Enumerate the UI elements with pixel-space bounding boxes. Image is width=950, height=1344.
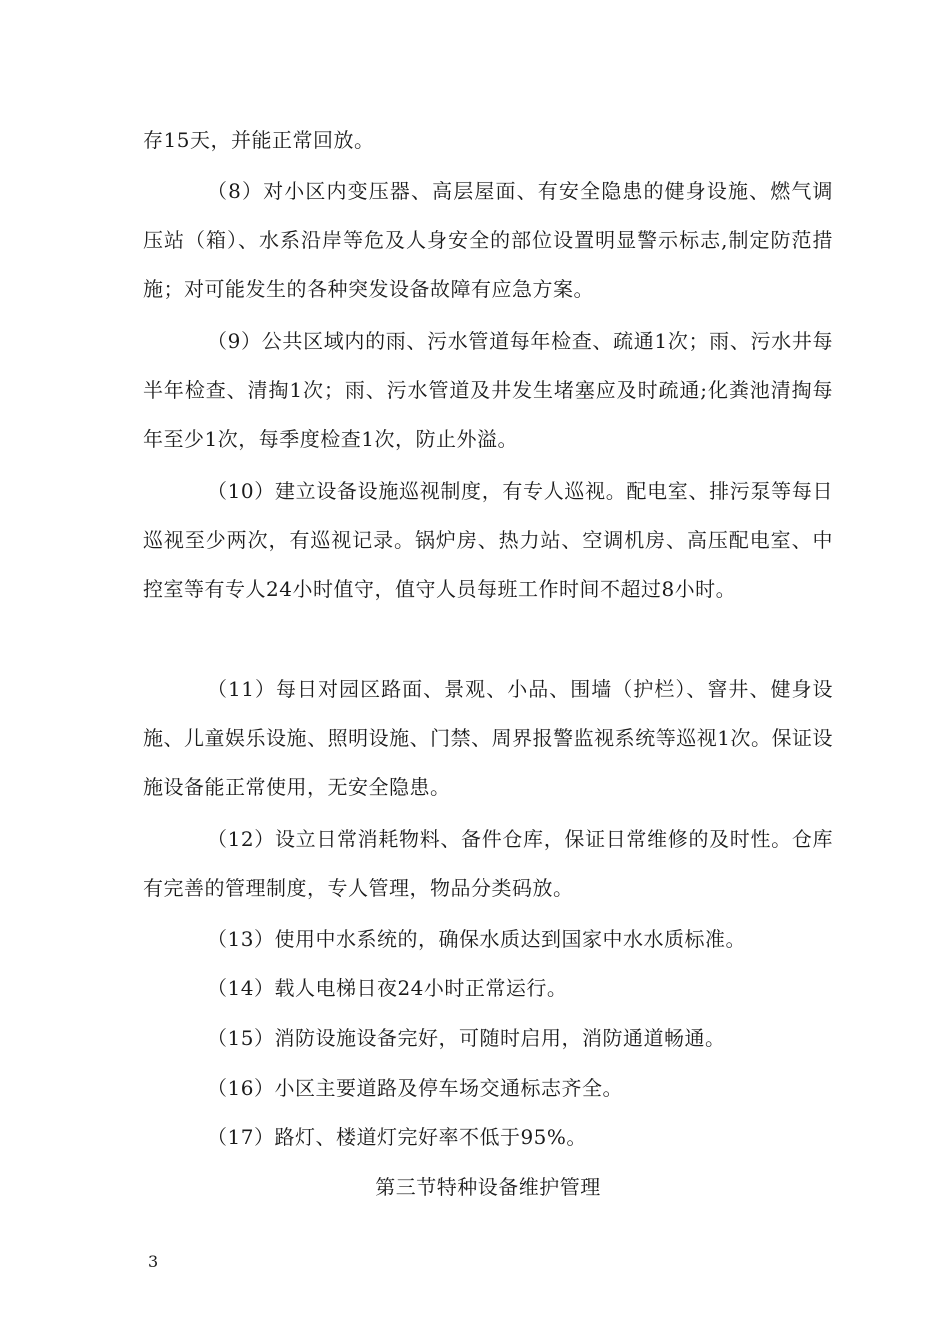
paragraph-item-12: （12）设立日常消耗物料、备件仓库，保证日常维修的及时性。仓库有完善的管理制度，专人管理，物品分类码放。 [143,827,833,900]
paragraph-item-15: （15）消防设施设备完好，可随时启用，消防通道畅通。 [207,1026,726,1050]
paragraph-item-9: （9）公共区域内的雨、污水管道每年检查、疏通1次；雨、污水井每半年检查、清掏1次；雨、污水管道及井发生堵塞应及时疏通;化粪池清掏每年至少1次，每季度检查1次，防止外溢。 [143,329,833,451]
paragraph-item-13: （13）使用中水系统的，确保水质达到国家中水水质标准。 [207,927,746,951]
paragraph-continuation: 存15天，并能正常回放。 [143,128,375,152]
paragraph-item-14: （14）载人电梯日夜24小时正常运行。 [207,976,568,1000]
paragraph-item-16: （16）小区主要道路及停车场交通标志齐全。 [207,1076,623,1100]
paragraph-item-8: （8）对小区内变压器、高层屋面、有安全隐患的健身设施、燃气调压站（箱）、水系沿岸等危及人身安全的部位设置明显警示标志,制定防范措施；对可能发生的各种突发设备故障有应急方案。 [143,179,833,301]
paragraph-item-11: （11）每日对园区路面、景观、小品、围墙（护栏）、窨井、健身设施、儿童娱乐设施、照明设施、门禁、周界报警监视系统等巡视1次。保证设施设备能正常使用，无安全隐患。 [143,677,833,799]
paragraph-item-10: （10）建立设备设施巡视制度，有专人巡视。配电室、排污泵等每日巡视至少两次，有巡视记录。锅炉房、热力站、空调机房、高压配电室、中控室等有专人24小时值守，值守人员每班工作时间不超过8小时。 [143,479,833,601]
page-number: 3 [148,1252,159,1271]
section-title: 第三节特种设备维护管理 [375,1175,601,1199]
paragraph-item-17: （17）路灯、楼道灯完好率不低于95%。 [207,1125,587,1149]
